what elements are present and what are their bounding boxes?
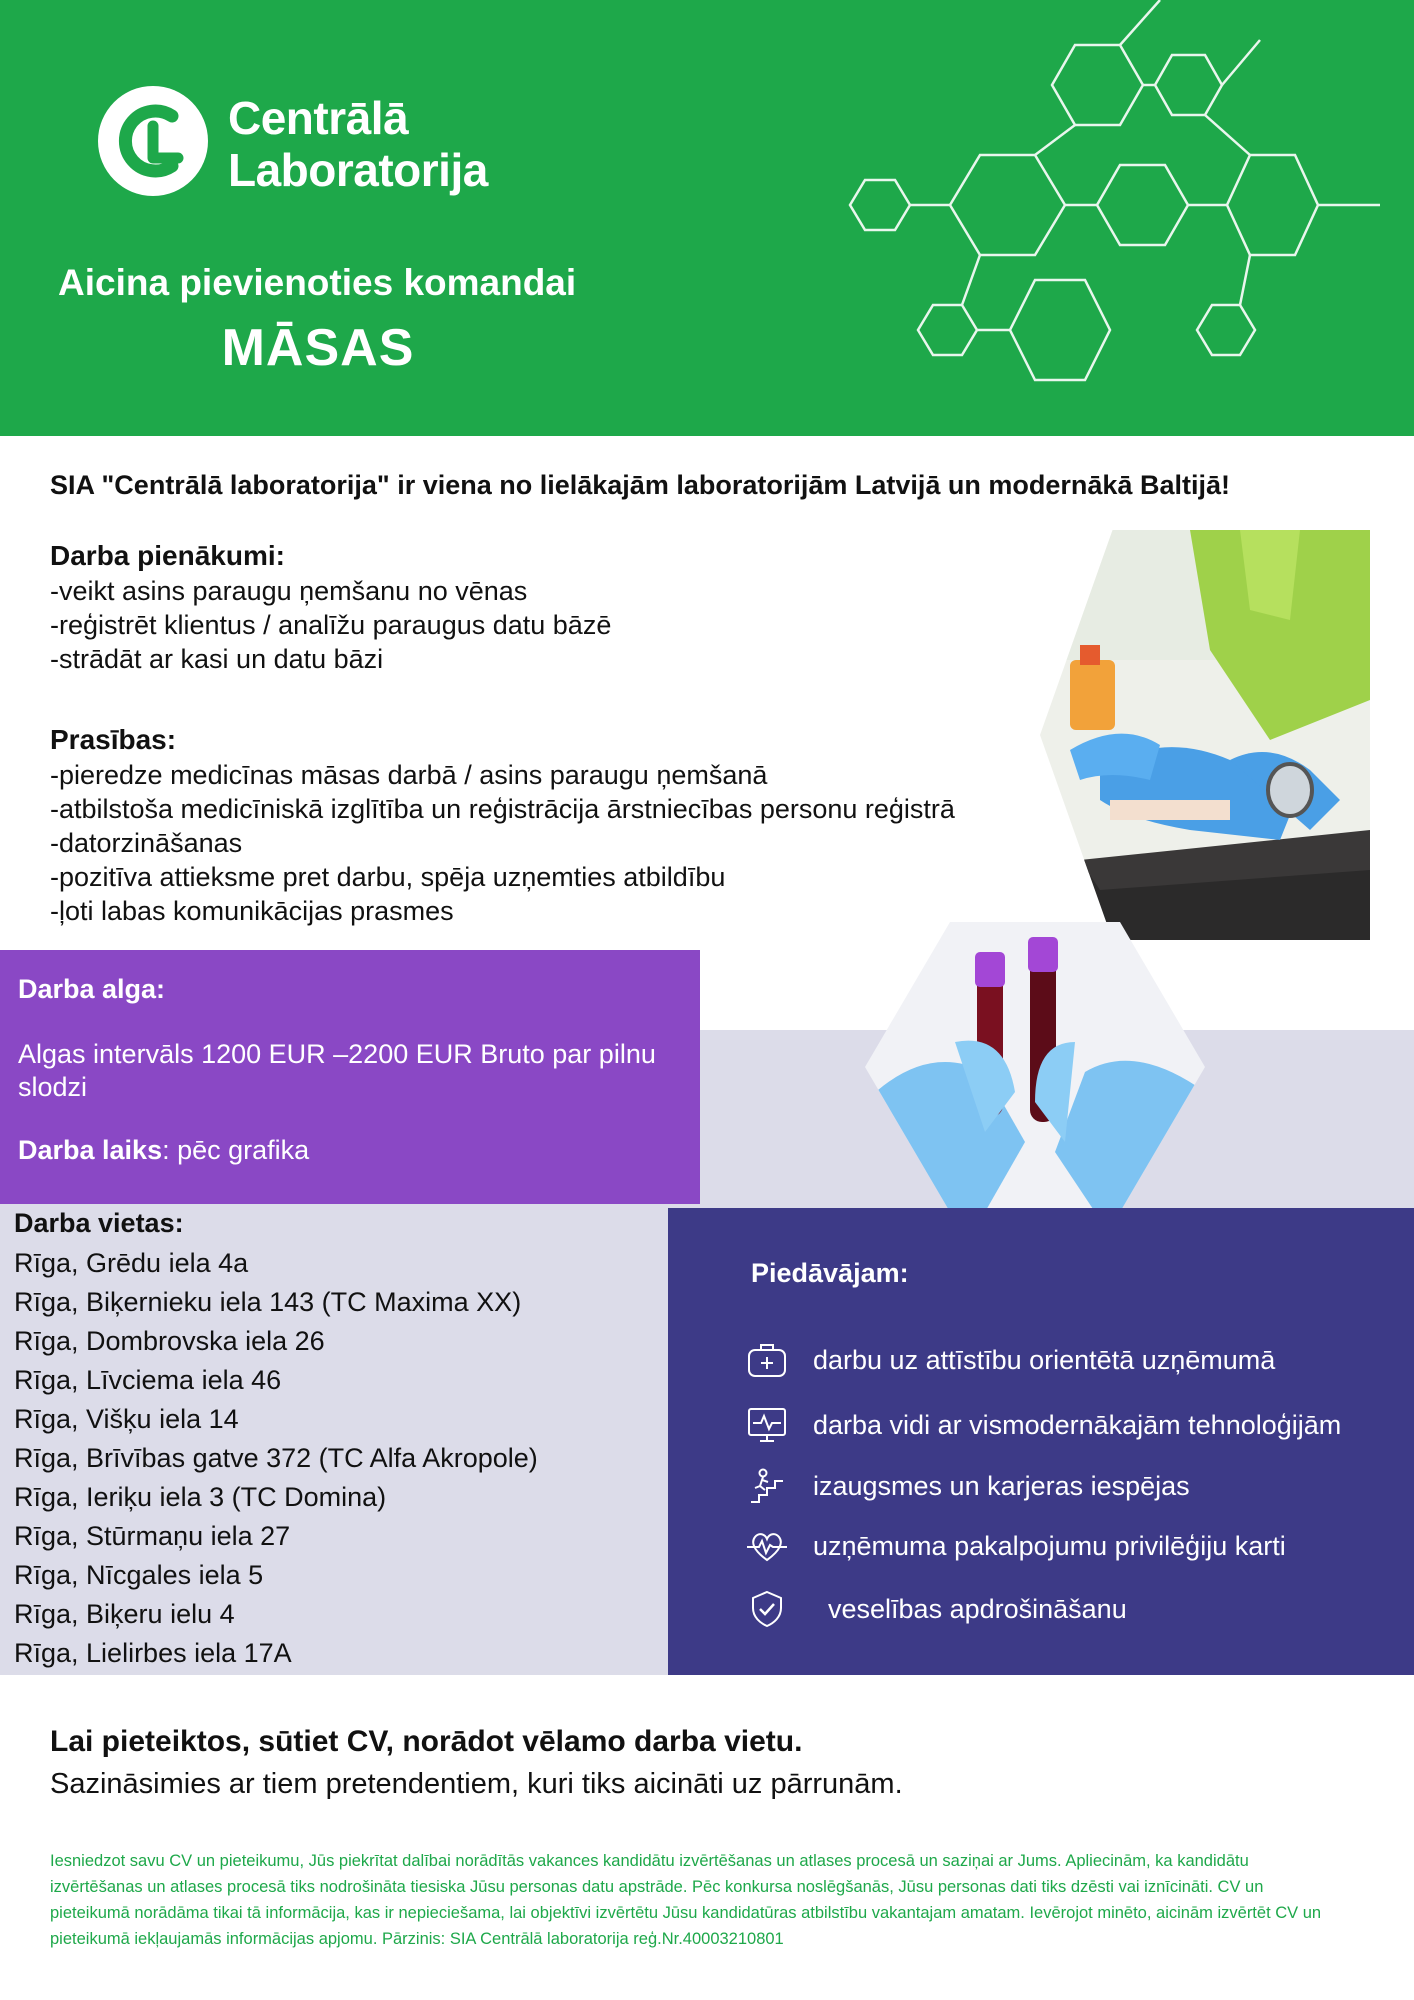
offer-item — [745, 1405, 1341, 1445]
working-hours-label: Darba laiks — [18, 1135, 163, 1165]
offer-item-label: izaugsmes un karjeras iespējas — [813, 1470, 1190, 1501]
duties-heading: Darba pienākumi: — [50, 540, 285, 571]
position-title: MĀSAS — [221, 319, 415, 377]
location-item: Rīga, Dombrovska iela 26 — [14, 1326, 325, 1356]
apply-instruction: Lai pieteiktos, sūtiet CV, norādot vēlamo darba vietu. — [50, 1725, 803, 1758]
monitor-heartbeat-icon — [745, 1405, 789, 1445]
location-item: Rīga, Līvciema iela 46 — [14, 1365, 282, 1395]
requirement-item: -pieredze medicīnas māsas darbā / asins paraugu ņemšanā — [50, 760, 768, 790]
offer-item — [745, 1340, 1275, 1380]
working-hours — [18, 1135, 309, 1166]
header-tagline: Aicina pievienoties komandai — [58, 262, 577, 303]
career-stairs-icon — [745, 1466, 789, 1506]
requirements-heading: Prasības: — [50, 724, 177, 755]
location-item: Rīga, Brīvības gatve 372 (TC Alfa Akropole) — [14, 1443, 538, 1473]
logo-line-1: Centrālā — [228, 92, 409, 144]
offer-item-label: uzņēmuma pakalpojumu privilēģiju karti — [813, 1530, 1286, 1561]
logo-icon — [98, 86, 208, 196]
working-hours-value: : pēc grafika — [162, 1135, 310, 1165]
blood-draw-photo — [1040, 530, 1370, 940]
requirement-item: -pozitīva attieksme pret darbu, spēja uzņemties atbildību — [50, 862, 726, 892]
salary-heading: Darba alga: — [18, 974, 166, 1004]
company-intro: SIA "Centrālā laboratorija" ir viena no lielākajām laboratorijām Latvijā un modernākā Baltijā! — [50, 470, 1230, 500]
offer-item — [745, 1466, 1190, 1506]
locations-heading: Darba vietas: — [14, 1208, 184, 1238]
offer-item-label: darba vidi ar vismodernākajām tehnoloģijām — [813, 1409, 1342, 1440]
requirement-item: -datorzināšanas — [50, 828, 243, 858]
duty-item: -reģistrēt klientus / analīžu paraugus datu bāzē — [50, 610, 612, 640]
requirements-list — [50, 758, 955, 928]
offer-heading: Piedāvājam: — [751, 1258, 909, 1288]
offer-item-label: darbu uz attīstību orientētā uzņēmumā — [813, 1344, 1276, 1375]
legal-disclaimer: Iesniedzot savu CV un pieteikumu, Jūs piekrītat dalībai norādītās vakances kandidātu izvērtēšanas un atlases procesā un saziņai ar Jums. Apliecinām, ka kandidātu izvērtēšanas un atlases procesā tiks nodrošināta tiesiska Jūsu personas datu apstrāde. Pēc konkursa noslēgšanās, Jūsu personas dati tiks dzēsti vai iznīcināti. CV un pieteikumā norādāma tikai tā informācija, kas ir nepieciešama, lai objektīvi izvērtētu Jūsu kandidatūras atbilstību vakantajam amatam. Ievērojot minēto, aicinām izvērtēt CV un pieteikumā iekļaujamās informācijas apjomu. Pārzinis: SIA Centrālā laboratorija reģ.Nr.40003210801 — [50, 1852, 1322, 1948]
location-item: Rīga, Stūrmaņu iela 27 — [14, 1521, 291, 1551]
duty-item: -veikt asins paraugu ņemšanu no vēnas — [50, 576, 528, 606]
location-item: Rīga, Lielirbes iela 17A — [14, 1638, 292, 1668]
location-item: Rīga, Biķernieku iela 143 (TC Maxima XX) — [14, 1287, 522, 1317]
location-item: Rīga, Višķu iela 14 — [14, 1404, 239, 1434]
contact-note: Sazināsimies ar tiem pretendentiem, kuri tiks aicināti uz pārrunām. — [50, 1768, 903, 1800]
logo-line-2: Laboratorija — [228, 144, 488, 196]
heart-pulse-icon — [745, 1526, 789, 1566]
location-item: Rīga, Biķeru ielu 4 — [14, 1599, 235, 1629]
offer-item — [745, 1526, 1286, 1566]
requirement-item: -ļoti labas komunikācijas prasmes — [50, 896, 454, 926]
shield-check-icon — [745, 1589, 789, 1629]
location-item: Rīga, Ieriķu iela 3 (TC Domina) — [14, 1482, 387, 1512]
offer-item-label: veselības apdrošināšanu — [813, 1593, 1127, 1624]
location-item: Rīga, Nīcgales iela 5 — [14, 1560, 264, 1590]
duties-list — [50, 574, 611, 676]
medical-kit-icon — [745, 1340, 789, 1380]
locations-list — [14, 1244, 538, 1673]
logo-wordmark — [228, 92, 488, 196]
hexagon-molecule-decoration — [820, 0, 1414, 400]
duty-item: -strādāt ar kasi un datu bāzi — [50, 644, 384, 674]
location-item: Rīga, Grēdu iela 4a — [14, 1248, 249, 1278]
requirement-item: -atbilstoša medicīniskā izglītība un reģistrācija ārstniecības personu reģistrā — [50, 794, 955, 824]
salary-range: Algas intervāls 1200 EUR –2200 EUR Bruto par pilnu slodzi — [18, 1039, 656, 1102]
offer-item — [745, 1589, 1127, 1629]
